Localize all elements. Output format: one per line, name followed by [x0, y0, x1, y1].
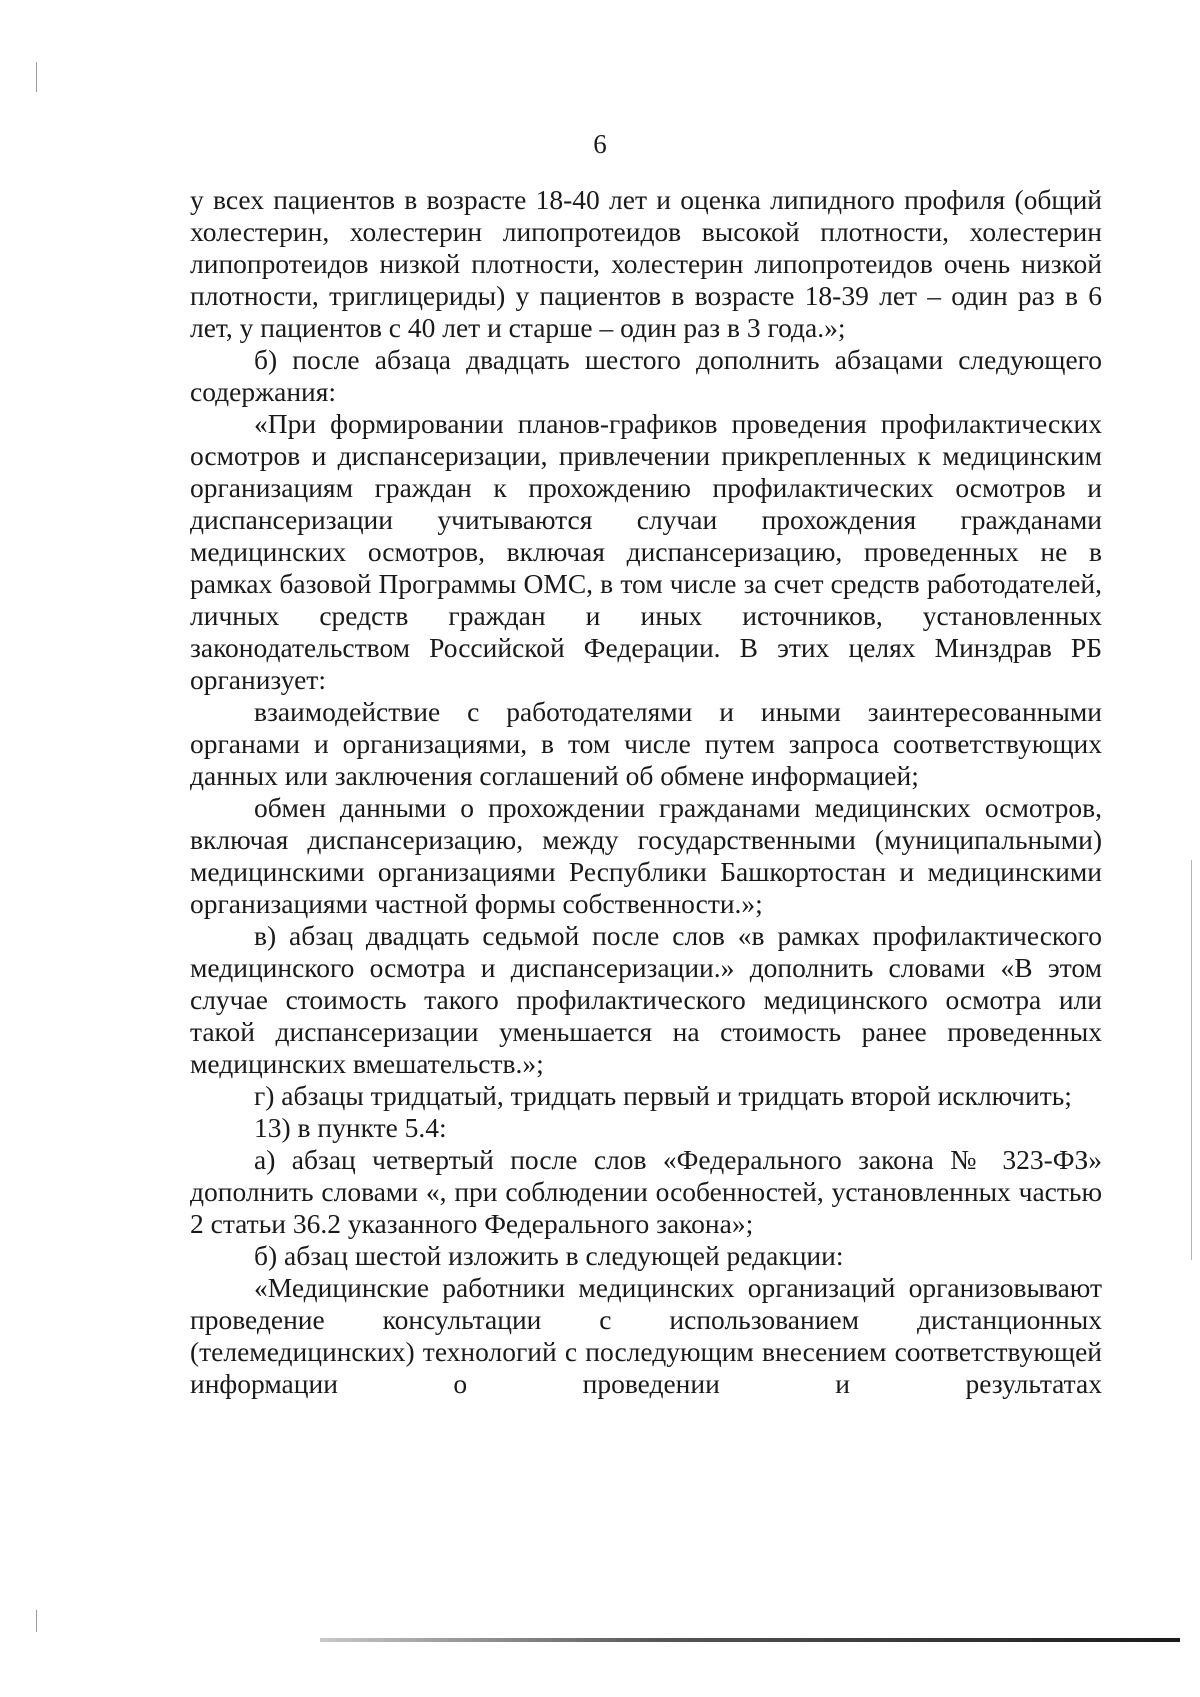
scan-edge-mark-top — [36, 62, 37, 92]
paragraph-interaction: взаимодействие с работодателями и иными заинтересованными органами и организациями, в том числе путем запроса соответствующих данных или заключения соглашений об обмене информацией; — [190, 696, 1102, 791]
scan-edge-mark-bottom — [36, 1610, 37, 1632]
paragraph-data-exchange: обмен данными о прохождении гражданами медицинских осмотров, включая диспансеризацию, между государственными (муниципальными) медицинскими организациями Республики Башкортостан и медицинскими организациями частной формы собственности.»; — [190, 792, 1102, 919]
scan-edge-mark-right — [1191, 860, 1192, 1260]
paragraph-item-13: 13) в пункте 5.4: — [254, 1112, 447, 1143]
paragraph-quote-medical-workers: «Медицинские работники медицинских организаций организовывают проведение консультации с использованием дистанционных (телемедицинских) технологий с последующим внесением соответствующей информации о проведении и результатах — [190, 1272, 1102, 1399]
paragraph-item-b-sixth: б) абзац шестой изложить в следующей редакции: — [254, 1240, 844, 1271]
page-number: 6 — [593, 129, 607, 159]
paragraph-item-a: а) абзац четвертый после слов «Федерального закона № 323-ФЗ» дополнить словами «, при соблюдении особенностей, установленных частью 2 статьи 36.2 указанного Федерального закона»; — [190, 1144, 1102, 1239]
paragraph-item-b: б) после абзаца двадцать шестого дополнить абзацами следующего содержания: — [190, 344, 1102, 407]
paragraph-item-v: в) абзац двадцать седьмой после слов «в рамках профилактического медицинского осмотра и диспансеризации.» дополнить словами «В этом случае стоимость такого профилактического медицинского осмотра или такой диспансеризации уменьшается на стоимость ранее проведенных медицинских вмешательств.»; — [190, 920, 1102, 1079]
paragraph-continuation: у всех пациентов в возрасте 18-40 лет и оценка липидного профиля (общий холестерин, холестерин липопротеидов высокой плотности, холестерин липопротеидов низкой плотности, холестерин липопротеидов очень низкой плотности, триглицериды) у пациентов в возрасте 18-39 лет – один раз в 6 лет, у пациентов с 40 лет и старше – один раз в 3 года.»; — [190, 184, 1102, 343]
paragraph-quote-plans: «При формировании планов-графиков проведения профилактических осмотров и диспансеризации, привлечении прикрепленных к медицинским организациям граждан к прохождению профилактических осмотров и диспансеризации учитываются случаи прохождения гражданами медицинских осмотров, включая диспансеризацию, проведенных не в рамках базовой Программы ОМС, в том числе за счет средств работодателей, личных средств граждан и иных источников, установленных законодательством Российской Федерации. В этих целях Минздрав РБ организует: — [190, 408, 1102, 695]
paragraph-item-g: г) абзацы тридцатый, тридцать первый и тридцать второй исключить; — [254, 1080, 1072, 1111]
scan-bottom-rule — [320, 1638, 1180, 1642]
document-body — [190, 184, 1102, 1400]
